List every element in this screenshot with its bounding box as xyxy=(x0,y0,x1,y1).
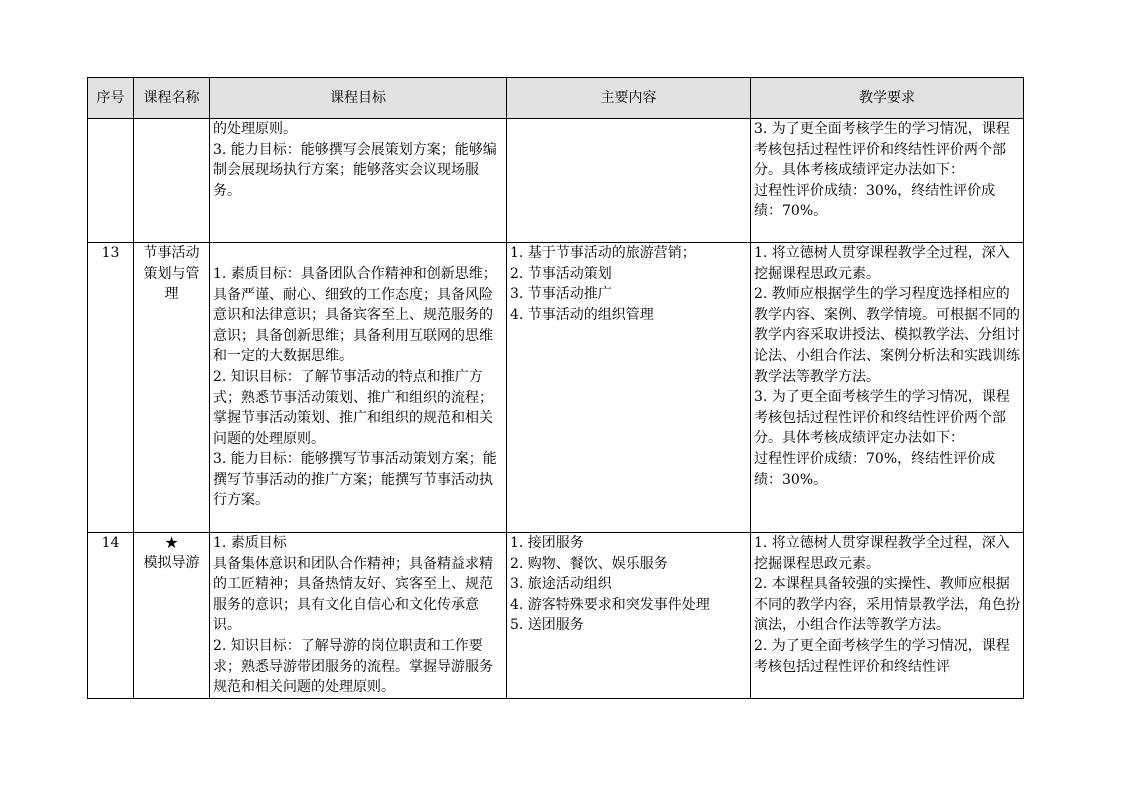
goal-paragraph: 1. 素质目标：具备团队合作精神和创新思维；具备严谨、耐心、细致的工作态度；具备风险意识和法律意识；具备宾客至上、规范服务的意识；具备创新思维；具备利用互联网的思维和一定的大数据思维。 xyxy=(213,265,497,365)
requirement-paragraph: 1. 将立德树人贯穿课程教学全过程，深入挖掘课程思政元素。 xyxy=(754,245,1010,282)
row-goals-cell xyxy=(210,533,507,699)
table-row xyxy=(88,119,1024,243)
row-requirements-cell xyxy=(751,533,1024,699)
header-index: 序号 xyxy=(88,78,134,119)
row-index: 14 xyxy=(88,533,134,699)
requirement-paragraph: 1. 将立德树人贯穿课程教学全过程，深入挖掘课程思政元素。 xyxy=(754,535,1010,572)
star-icon: ★ xyxy=(164,533,179,552)
goal-paragraph: 具备集体意识和团队合作精神；具备精益求精的工匠精神；具备热情友好、宾客至上、规范服务的意识；具有文化自信心和文化传承意识。 xyxy=(213,555,493,634)
header-course-name: 课程名称 xyxy=(134,78,210,119)
requirement-paragraph: 3. 为了更全面考核学生的学习情况，课程考核包括过程性评价和终结性评价两个部分。具体考核成绩评定办法如下： xyxy=(754,389,1010,447)
row-requirements-cell xyxy=(751,243,1024,533)
header-teaching-requirements: 教学要求 xyxy=(751,78,1024,119)
requirement-paragraph: 2. 为了更全面考核学生的学习情况，课程考核包括过程性评价和终结性评 xyxy=(754,637,1010,675)
row-index: 13 xyxy=(88,243,134,533)
goal-paragraph: 3. 能力目标：能够撰写节事活动策划方案；能撰写节事活动的推广方案；能撰写节事活动执行方案。 xyxy=(213,451,497,509)
row-goals-cell xyxy=(210,119,507,243)
content-item: 3. 节事活动推广 xyxy=(510,286,612,303)
goal-paragraph: 2. 知识目标：了解节事活动的特点和推广方式；熟悉节事活动策划、推广和组织的流程；掌握节事活动策划、推广和组织的规范和相关问题的处理原则。 xyxy=(213,368,493,447)
header-main-content: 主要内容 xyxy=(507,78,751,119)
row-content-cell xyxy=(507,243,751,533)
content-item: 5. 送团服务 xyxy=(510,617,584,634)
requirement-paragraph: 过程性评价成绩：70%，终结性评价成绩：30%。 xyxy=(754,450,996,488)
content-item: 2. 购物、餐饮、娱乐服务 xyxy=(510,555,668,572)
goal-paragraph: 3. 能力目标：能够撰写会展策划方案；能够编制会展现场执行方案；能够落实会议现场服务。 xyxy=(213,141,497,199)
header-course-goals: 课程目标 xyxy=(210,78,507,119)
goal-paragraph: 的处理原则。 xyxy=(213,121,297,137)
row-course-name-cell xyxy=(134,533,210,699)
content-item: 3. 旅途活动组织 xyxy=(510,576,612,593)
content-item: 1. 基于节事活动的旅游营销； xyxy=(510,245,696,261)
content-item: 2. 节事活动策划 xyxy=(510,265,612,282)
content-item: 4. 节事活动的组织管理 xyxy=(510,306,654,323)
table-row xyxy=(88,243,1024,533)
row-course-name: 节事活动策划与管理 xyxy=(134,243,210,533)
row-requirements-cell xyxy=(751,119,1024,243)
course-table xyxy=(87,77,1024,699)
row-course-name xyxy=(134,119,210,243)
row-content-cell xyxy=(507,119,751,243)
row-index xyxy=(88,119,134,243)
row-course-name: 模拟导游 xyxy=(143,555,200,571)
requirement-paragraph: 2. 本课程具备较强的实操性、教师应根据不同的教学内容，采用情景教学法，角色扮演法，小组合作法等教学方法。 xyxy=(754,576,1020,634)
goal-paragraph: 2. 知识目标：了解导游的岗位职责和工作要求；熟悉导游带团服务的流程。掌握导游服务规范和相关问题的处理原则。 xyxy=(213,637,493,696)
requirement-paragraph: 过程性评价成绩：30%，终结性评价成绩：70%。 xyxy=(754,182,996,220)
requirement-paragraph: 2. 教师应根据学生的学习程度选择相应的教学内容、案例、教学情境。可根据不同的教学内容采取讲授法、模拟教学法、分组讨论法、小组合作法、案例分析法和实践训练教学法等教学方法。 xyxy=(754,286,1020,385)
table-header-row xyxy=(88,78,1024,119)
requirement-paragraph: 3. 为了更全面考核学生的学习情况，课程考核包括过程性评价和终结性评价两个部分。具体考核成绩评定办法如下： xyxy=(754,121,1010,179)
table-row xyxy=(88,533,1024,699)
content-item: 1. 接团服务 xyxy=(510,535,584,551)
goal-paragraph: 1. 素质目标 xyxy=(213,535,287,551)
row-content-cell xyxy=(507,533,751,699)
row-goals-cell xyxy=(210,243,507,533)
content-item: 4. 游客特殊要求和突发事件处理 xyxy=(510,596,710,613)
